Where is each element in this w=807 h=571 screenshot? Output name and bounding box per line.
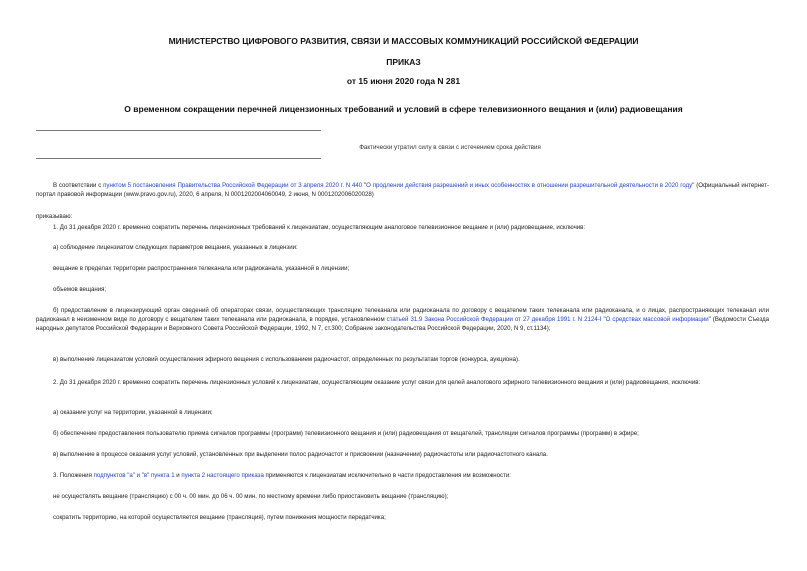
- paragraph-3-text-3: применяются к лицензиатам исключительно в части предоставления им возможности:: [263, 472, 511, 479]
- preamble-text-3: " (Официальный интернет-портал правовой информации (www.pravo.gov.ru), 2020, 6 апреля, N 0001202004060049, 2 июня, N 0001202006020028): [36, 182, 770, 198]
- status-note: Фактически утратил силу в связи с истечением срока действия: [359, 144, 541, 151]
- link-subparagraphs[interactable]: подпунктов "а" и "в" пункта 1: [93, 472, 175, 479]
- paragraph-2a: а) оказание услуг на территории, указанной в лицензии;: [53, 409, 213, 416]
- link-paragraph-2[interactable]: пункта 2 настоящего приказа: [181, 472, 264, 479]
- paragraph-3-item-1: не осуществлять вещание (трансляцию) с 00 ч. 00 мин. до 06 ч. 00 мин. по местному времени либо приостановить вещание (трансляцию);: [53, 493, 449, 500]
- link-mass-media-law-title[interactable]: О средствах массовой информации: [605, 316, 709, 323]
- document-title: О временном сокращении перечней лицензионных требований и условий в сфере телевизионного вещания и (или) радиовещания: [124, 104, 683, 114]
- document-date-number: от 15 июня 2020 года N 281: [346, 76, 461, 86]
- paragraph-1b-text-1: б) предоставление в лицензирующий орган сведений об операторах связи, осуществляющих трансляцию телеканала или радиоканала по договору с вещателем таких телеканала или радиоканала, и о лицах, распространяющих телеканал или радиоканал в неизменном виде по договору с вещателем таких телеканала или радиоканала, в порядке, установленном: [36, 307, 769, 323]
- preamble-text-1: В соответствии с: [53, 182, 104, 189]
- paragraph-2b: б) обеспечение предоставления пользователю приема сигналов программы (программ) телевизионного вещания и (или) радиовещания от вещателей, трансляции сигналов программы (программ) в эфире;: [53, 430, 639, 437]
- orders-line: приказываю:: [36, 213, 73, 220]
- paragraph-1a-item-2: объемов вещания;: [53, 286, 107, 293]
- link-decree-title[interactable]: О продлении действия разрешений и иных особенностях в отношении разрешительной деятельности в 2020 году: [366, 182, 693, 189]
- paragraph-1: 1. До 31 декабря 2020 г. временно сократить перечень лицензионных требований к лицензиатам, осуществляющим аналоговое телевизионное вещание и (или) радиовещание, исключив:: [53, 224, 586, 231]
- paragraph-3-item-2: сократить территорию, на которой осуществляется вещание (трансляция), путем понижения мощности передатчика;: [53, 514, 386, 521]
- preamble-text-2: ": [362, 182, 367, 189]
- preamble-paragraph: [36, 181, 769, 199]
- paragraph-3-text-2: и: [174, 472, 182, 479]
- paragraph-1b-text-2: ": [601, 316, 606, 323]
- paragraph-1a: а) соблюдение лицензиатом следующих параметров вещания, указанных в лицензии:: [53, 244, 298, 251]
- link-mass-media-law-article[interactable]: статьей 31.9 Закона Российской Федерации от 27 декабря 1991 г. N 2124-I: [386, 316, 602, 323]
- paragraph-1a-item-1: вещание в пределах территории распространения телеканала или радиоканала, указанной в лицензии;: [53, 265, 350, 272]
- paragraph-1b-text-3: " (Ведомости Съезда народных депутатов Российской Федерации и Верховного Совета Российской Федерации, 1992, N 7, ст.300; Собрание законодательства Российской Федерации, 2020, N 9, ст.1134);: [36, 316, 770, 332]
- document-type: ПРИКАЗ: [386, 57, 421, 67]
- paragraph-1b: [36, 306, 769, 333]
- paragraph-2c: в) выполнение в процессе оказания услуг условий, установленных при выделении полос радиочастот и присвоении (назначении) радиочастоты или радиочастотного канала.: [53, 451, 548, 458]
- divider-bottom: [36, 158, 321, 159]
- link-government-decree[interactable]: пунктом 5 постановления Правительства Российской Федерации от 3 апреля 2020 г. N 440: [103, 182, 363, 189]
- ministry-heading: МИНИСТЕРСТВО ЦИФРОВОГО РАЗВИТИЯ, СВЯЗИ И МАССОВЫХ КОММУНИКАЦИЙ РОССИЙСКОЙ ФЕДЕРАЦИИ: [168, 36, 639, 46]
- divider-top: [36, 130, 321, 131]
- paragraph-3-text-1: 3. Положения: [53, 472, 94, 479]
- paragraph-2: 2. До 31 декабря 2020 г. временно сократить перечень лицензионных условий к лицензиатам, осуществляющим оказание услуг связи для целей аналогового эфирного телевизионного вещания и (или) радиовещания, исключив:: [53, 379, 701, 386]
- paragraph-3: [53, 471, 511, 480]
- paragraph-1c: в) выполнение лицензиатом условий осуществления эфирного вещения с использованием радиочастот, определенных по результатам торгов (конкурса, аукциона).: [53, 356, 520, 363]
